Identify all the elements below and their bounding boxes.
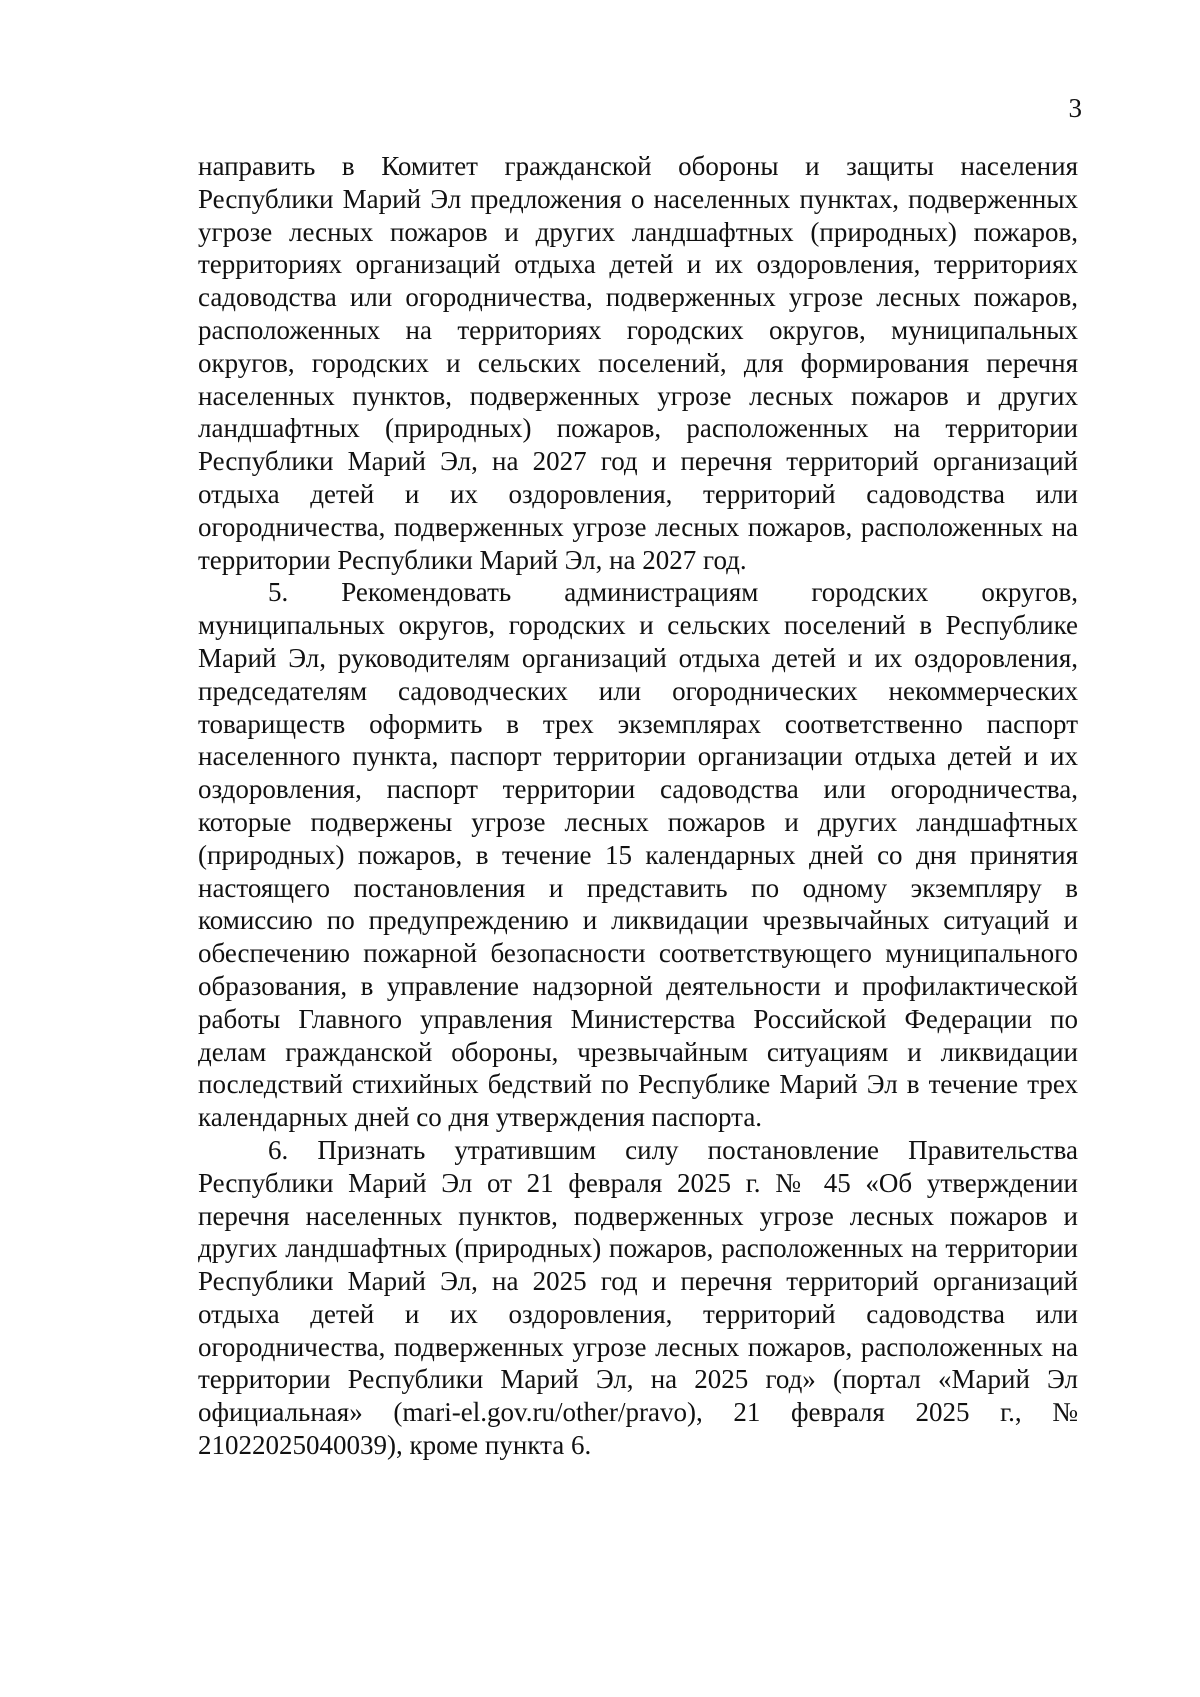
document-body <box>198 150 1078 1462</box>
paragraph-item-6: 6. Признать утратившим силу постановление Правительства Республики Марий Эл от 21 февраля 2025 г. № 45 «Об утверждении перечня населенных пунктов, подверженных угрозе лесных пожаров и других ландшафтных (природных) пожаров, расположенных на территории Республики Марий Эл, на 2025 год и перечня территорий организаций отдыха детей и их оздоровления, территорий садоводства или огородничества, подверженных угрозе лесных пожаров, расположенных на территории Республики Марий Эл, на 2025 год» (портал «Марий Эл официальная» (mari-el.gov.ru/other/pravo), 21 февраля 2025 г., № 21022025040039), кроме пункта 6. <box>198 1134 1078 1461</box>
paragraph-continuation: направить в Комитет гражданской обороны и защиты населения Республики Марий Эл предложения о населенных пунктах, подверженных угрозе лесных пожаров и других ландшафтных (природных) пожаров, территориях организаций отдыха детей и их оздоровления, территориях садоводства или огородничества, подверженных угрозе лесных пожаров, расположенных на территориях городских округов, муниципальных округов, городских и сельских поселений, для формирования перечня населенных пунктов, подверженных угрозе лесных пожаров и других ландшафтных (природных) пожаров, расположенных на территории Республики Марий Эл, на 2027 год и перечня территорий организаций отдыха детей и их оздоровления, территорий садоводства или огородничества, подверженных угрозе лесных пожаров, расположенных на территории Республики Марий Эл, на 2027 год. <box>198 151 1078 575</box>
paragraph-item-5: 5. Рекомендовать администрациям городских округов, муниципальных округов, городских и сельских поселений в Республике Марий Эл, руководителям организаций отдыха детей и их оздоровления, председателям садоводческих или огороднических некоммерческих товариществ оформить в трех экземплярах соответственно паспорт населенного пункта, паспорт территории организации отдыха детей и их оздоровления, паспорт территории садоводства или огородничества, которые подвержены угрозе лесных пожаров и других ландшафтных (природных) пожаров, в течение 15 календарных дней со дня принятия настоящего постановления и представить по одному экземпляру в комиссию по предупреждению и ликвидации чрезвычайных ситуаций и обеспечению пожарной безопасности соответствующего муниципального образования, в управление надзорной деятельности и профилактической работы Главного управления Министерства Российской Федерации по делам гражданской обороны, чрезвычайным ситуациям и ликвидации последствий стихийных бедствий по Республике Марий Эл в течение трех календарных дней со дня утверждения паспорта. <box>198 577 1078 1133</box>
page-number: 3 <box>1068 93 1082 123</box>
